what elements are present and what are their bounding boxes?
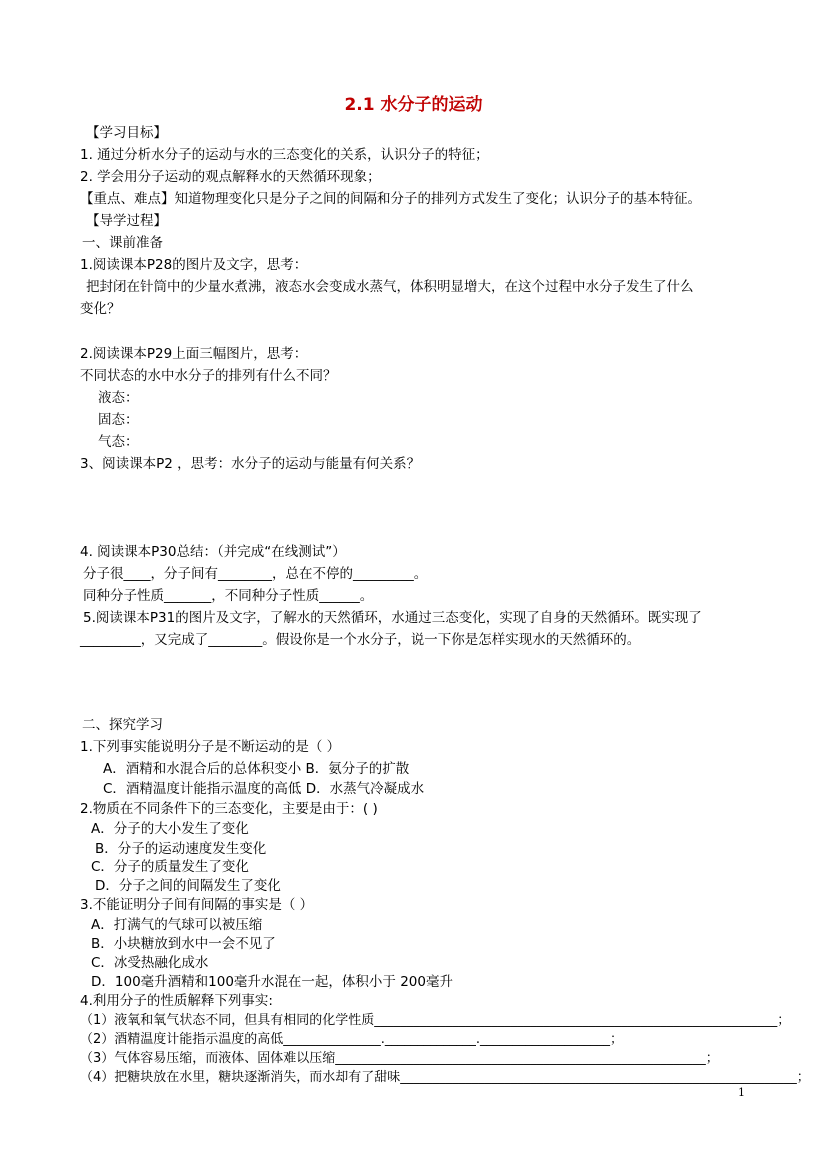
option-line: C．冰受热融化成水 [91,955,209,971]
section-heading: 一、课前准备 [82,235,163,251]
option-line: B．分子的运动速度发生变化 [95,841,267,857]
answer-label: 固态： [98,412,139,428]
answer-label: 气态： [98,434,139,450]
question-line: 4.利用分子的性质解释下列事实: [80,993,273,1009]
option-line: A．分子的大小发生了变化 [91,821,249,837]
page-title: 2.1 水分子的运动 [344,95,483,115]
fill-blank-line: 同种分子性质_______，不同种分子性质______。 [83,588,374,604]
option-line: A．打满气的气球可以被压缩 [91,917,263,933]
section-heading: 【学习目标】 [86,125,167,141]
fill-blank-line: _________，又完成了________。假设你是一个水分子，说一下你是怎样实现水的天然循环的。 [80,632,641,648]
option-line: A．酒精和水混合后的总体积变小 B．氨分子的扩散 [103,761,410,777]
question-line: 4. 阅读课本P30总结：（并完成“在线测试”） [80,544,346,560]
option-line: D．分子之间的间隔发生了变化 [95,878,281,894]
question-line: 2.物质在不同条件下的三态变化，主要是由于：( ) [80,801,378,817]
text-line: 不同状态的水中水分子的排列有什么不同？ [80,368,337,384]
page-number: 1 [738,1086,745,1099]
section-heading: 【导学过程】 [86,213,167,229]
answer-label: 液态： [98,390,139,406]
text-line: 把封闭在针筒中的少量水煮沸，液态水会变成水蒸气，体积明显增大，在这个过程中水分子发生了什么 [86,279,694,295]
fill-blank-line: （4）把糖块放在水里，糖块逐渐消失，而水却有了甜味_____________________________________________________________； [80,1070,810,1085]
option-line: D．100毫升酒精和100毫升水混在一起，体积小于 200毫升 [91,974,453,990]
fill-blank-line: （1）液氧和氧气状态不同，但具有相同的化学性质______________________________________________________________； [80,1013,791,1028]
question-line: 3、阅读课本P2 ，思考：水分子的运动与能量有何关系？ [80,456,421,472]
question-line: 5.阅读课本P31的图片及文字，了解水的天然循环，水通过三态变化，实现了自身的天然循环。既实现了 [83,610,702,626]
text-line: 变化？ [80,301,121,317]
section-heading: 二、探究学习 [82,717,163,733]
fill-blank-line: （3）气体容易压缩，而液体、固体难以压缩_________________________________________________________； [80,1051,719,1066]
option-line: C．分子的质量发生了变化 [91,859,249,875]
text-line: 1. 通过分析水分子的运动与水的三态变化的关系，认识分子的特征； [80,147,489,163]
question-line: 1.下列事实能说明分子是不断运动的是（ ） [80,739,341,755]
fill-blank-line: （2）酒精温度计能指示温度的高低_______________.______________.____________________； [80,1032,624,1047]
option-line: B．小块糖放到水中一会不见了 [91,936,276,952]
question-line: 2.阅读课本P29上面三幅图片，思考： [80,346,308,362]
option-line: C．酒精温度计能指示温度的高低 D．水蒸气冷凝成水 [103,781,425,797]
question-line: 1.阅读课本P28的图片及文字，思考： [80,257,308,273]
fill-blank-line: 分子很____，分子间有________，总在不停的_________。 [83,566,428,582]
text-line: 【重点、难点】知道物理变化只是分子之间的间隔和分子的排列方式发生了变化；认识分子的基本特征。 [80,191,701,207]
text-line: 2. 学会用分子运动的观点解释水的天然循环现象； [80,169,381,185]
question-line: 3.不能证明分子间有间隔的事实是（ ） [80,897,314,913]
